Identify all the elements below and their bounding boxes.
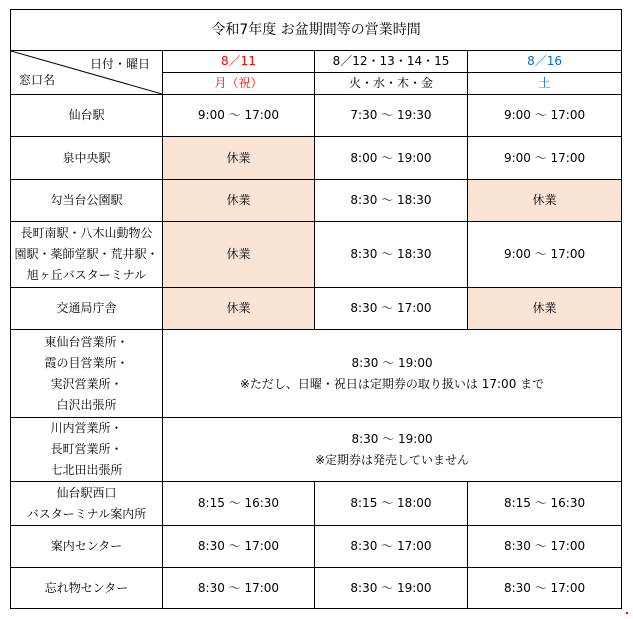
table-row [11,526,622,568]
table-row [11,180,622,222]
hours-cell: 8:30 ～ 17:00 [315,526,468,568]
business-hours-table [10,9,622,609]
hours-cell: 8:30 ～ 17:00 [163,568,315,609]
header-corner-cell [11,51,163,95]
hours-cell: 8:15 ～ 18:00 [315,482,468,526]
window-name: 交通局庁舎 [11,288,163,330]
table-row [11,95,622,137]
merged-hours: 8:30 ～ 19:00 [351,431,433,446]
hours-cell: 8:15 ～ 16:30 [163,482,315,526]
hours-cell: 8:30 ～ 18:30 [315,180,468,222]
hours-cell: 9:00 ～ 17:00 [468,222,622,288]
table-row [11,137,622,180]
closed-cell: 休業 [163,137,315,180]
hours-cell: 8:30 ～ 17:00 [468,526,622,568]
merged-hours-cell [163,418,622,482]
closed-cell: 休業 [468,180,622,222]
window-name: 東仙台営業所・ 霞の目営業所・ 実沢営業所・ 白沢出張所 [11,330,163,418]
hours-cell: 9:00 ～ 17:00 [468,137,622,180]
col-date-0: 8／11 [163,51,315,73]
hours-cell: 8:00 ～ 19:00 [315,137,468,180]
col-date-2: 8／16 [468,51,622,73]
closed-cell: 休業 [163,180,315,222]
merged-note: ※定期券は発売していません [314,452,470,467]
merged-hours: 8:30 ～ 19:00 [351,355,433,370]
table-row [11,482,622,526]
hours-cell: 8:30 ～ 18:30 [315,222,468,288]
table-row [11,418,622,482]
col-weekday-1: 火・水・木・金 [315,73,468,95]
closed-cell: 休業 [163,222,315,288]
table-row [11,222,622,288]
window-name: 長町南駅・八木山動物公 園駅・薬師堂駅・荒井駅・ 旭ヶ丘バスターミナル [11,222,163,288]
col-weekday-2: 土 [468,73,622,95]
hours-cell: 8:15 ～ 16:30 [468,482,622,526]
table-title: 令和7年度 お盆期間等の営業時間 [11,10,622,51]
table-row [11,568,622,609]
hours-cell: 9:00 ～ 17:00 [468,95,622,137]
header-window-label: 窓口名 [19,73,56,87]
hours-cell: 7:30 ～ 19:30 [315,95,468,137]
table-row [11,288,622,330]
closed-cell: 休業 [468,288,622,330]
window-name: 案内センター [11,526,163,568]
table-row [11,330,622,418]
merged-hours-cell [163,330,622,418]
header-date-label: 日付・曜日 [89,57,150,71]
hours-cell: 8:30 ～ 19:00 [315,568,468,609]
window-name: 勾当台公園駅 [11,180,163,222]
window-name: 忘れ物センター [11,568,163,609]
corner-mark [626,612,628,614]
window-name: 仙台駅西口 バスターミナル案内所 [11,482,163,526]
header-date-row [11,51,622,73]
closed-cell: 休業 [163,288,315,330]
window-name: 川内営業所・ 長町営業所・ 七北田出張所 [11,418,163,482]
hours-cell: 9:00 ～ 17:00 [163,95,315,137]
window-name: 仙台駅 [11,95,163,137]
merged-note: ※ただし、日曜・祝日は定期券の取り扱いは 17:00 まで [239,376,545,391]
hours-cell: 8:30 ～ 17:00 [315,288,468,330]
hours-cell: 8:30 ～ 17:00 [468,568,622,609]
col-weekday-0: 月（祝） [163,73,315,95]
hours-cell: 8:30 ～ 17:00 [163,526,315,568]
window-name: 泉中央駅 [11,137,163,180]
col-date-1: 8／12・13・14・15 [315,51,468,73]
